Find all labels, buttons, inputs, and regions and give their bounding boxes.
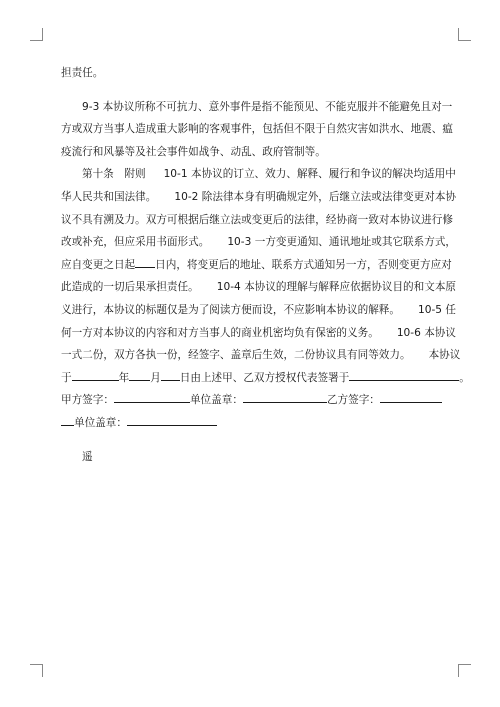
text-line: 何一方对本协议的内容和对方当事人的商业机密均负有保密的义务。 10-6 本协议 <box>61 326 457 339</box>
party-a-signature-blank[interactable] <box>114 390 190 403</box>
text-line: 义进行，本协议的标题仅是为了阅读方便而设，不应影响本协议的解释。 10-5 任 <box>61 303 457 316</box>
text-line: 华人民共和国法律。 10-2 除法律本身有明确规定外，后继立法或法律变更对本协 <box>61 190 457 203</box>
text-line: 方或双方当事人造成重大影响的客观事件，包括但不限于自然灾害如洪水、地震、瘟 <box>61 123 453 136</box>
text-line: 应自变更之日起 日内，将变更后的地址、联系方式通知另一方，否则变更方应对 <box>61 254 441 277</box>
crop-mark-top-left <box>30 28 43 41</box>
crop-mark-bottom-left <box>30 664 43 677</box>
section-heading: 第十条 附则 <box>82 168 146 181</box>
text-line: 此造成的一切后果承担责任。 10-4 本协议的理解与解释应依据协议目的和文本原 <box>61 281 457 294</box>
party-b-signature-blank[interactable] <box>380 390 442 403</box>
crop-mark-top-right <box>458 28 471 41</box>
month-blank[interactable] <box>129 368 150 381</box>
text-line: 议不具有溯及力。双方可根据后继立法或变更后的法律，经协商一致对本协议进行修 <box>61 213 453 226</box>
year-blank[interactable] <box>72 368 119 381</box>
signature-line: 单位盖章： <box>61 412 441 435</box>
signature-line: 甲方签字： 单位盖章： 乙方签字： <box>61 389 441 412</box>
party-a-seal-blank[interactable] <box>243 390 327 403</box>
signing-place-blank[interactable] <box>349 368 459 381</box>
party-b-signature-blank-cont[interactable] <box>61 413 74 426</box>
text-line: 担责任。 <box>61 67 104 79</box>
text-line: 第十条 附则 10-1 本协议的订立、效力、解释、履行和争议的解决均适用中 <box>82 168 456 181</box>
days-blank[interactable] <box>135 255 155 268</box>
signing-date-line: 于 年 月 日由上述甲、乙双方授权代表签署于 。 <box>61 367 441 390</box>
text-line: 遥 <box>82 450 93 463</box>
text-line: 改或补充，但应采用书面形式。 10-3 一方变更通知、通讯地址或其它联系方式， <box>61 236 457 249</box>
party-b-seal-blank[interactable] <box>127 413 217 426</box>
text-line: 9-3 本协议所称不可抗力、意外事件是指不能预见、不能克服并不能避免且对一 <box>82 100 453 113</box>
text-line: 疫流行和风暴等及社会事件如战争、动乱、政府管制等。 <box>61 145 326 158</box>
crop-mark-bottom-right <box>458 664 471 677</box>
text-line: 一式二份，双方各执一份，经签字、盖章后生效，二份协议具有同等效力。 本协议 <box>61 349 461 362</box>
document-body <box>61 62 470 468</box>
day-blank[interactable] <box>161 368 180 381</box>
